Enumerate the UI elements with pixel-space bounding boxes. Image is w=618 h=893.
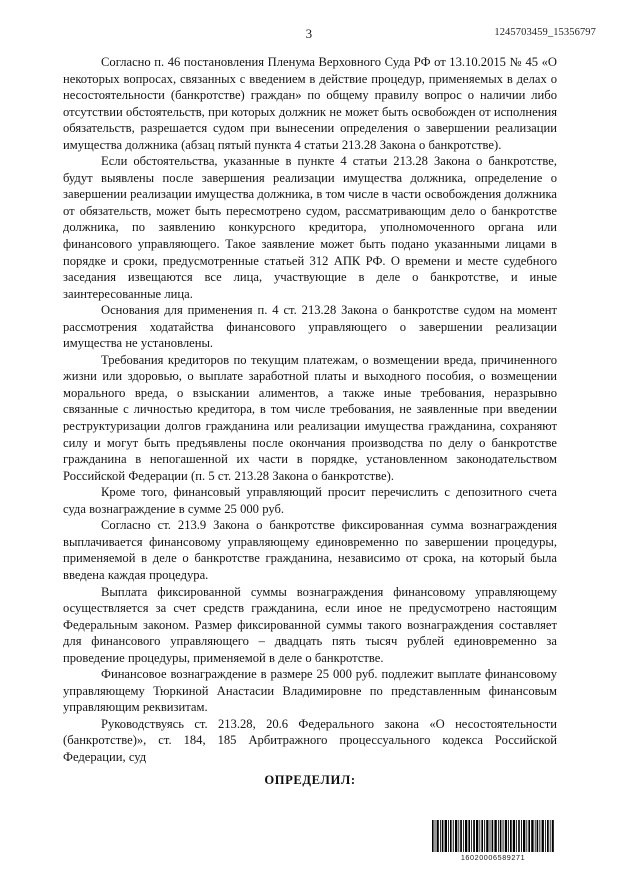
paragraph: Требования кредиторов по текущим платежам, о возмещении вреда, причиненного жизни или здоровью, о выплате заработной платы и выходного пособия, о возмещении морального вреда, о взыскании алиментов, а также иные требования, неразрывно связанные с личностью кредитора, в том числе требования, не заявленные при введении реструктуризации долгов гражданина или реализации имущества гражданина, сохраняют силу и могут быть предъявлены после окончания производства по делу о банкротстве гражданина в непогашенной их части в порядке, установленном законодательством Российской Федерации (п. 5 ст. 213.28 Закона о банкротстве). xyxy=(63,352,557,483)
ruling-heading: ОПРЕДЕЛИЛ: xyxy=(264,772,356,787)
paragraph: Согласно п. 46 постановления Пленума Верховного Суда РФ от 13.10.2015 № 45 «О некоторых вопросах, связанных с введением в действие процедур, применяемых в делах о несостоятельности (банкротстве) граждан» по общему правилу вопрос о наличии либо отсутствии обстоятельств, при которых должник не может быть освобожден от исполнения обязательств, разрешается судом при вынесении определения о завершении реализации имущества должника (абзац пятый пункта 4 статьи 213.28 Закона о банкротстве). xyxy=(63,55,557,152)
paragraph: Согласно ст. 213.9 Закона о банкротстве фиксированная сумма вознаграждения выплачивается финансовому управляющему единовременно по завершении процедуры, применяемой в деле о банкротстве гражданина, независимо от срока, на который была введена каждая процедура. xyxy=(63,518,557,582)
paragraph: Если обстоятельства, указанные в пункте 4 статьи 213.28 Закона о банкротстве, будут выявлены после завершения реализации имущества должника, определение о завершении реализации имущества должника, в том числе в части освобождения должника от обязательств, может быть пересмотрено судом, рассматривающим дело о банкротстве должника, по заявлению конкурсного кредитора, уполномоченного органа или финансового управляющего. Такое заявление может быть подано указанными лицами в порядке и сроки, предусмотренные статьей 312 АПК РФ. О времени и месте судебного заседания извещаются все лица, участвующие в деле о банкротстве, и иные заинтересованные лица. xyxy=(63,154,557,301)
page-header xyxy=(0,26,618,42)
barcode-number: 16020006589271 xyxy=(460,853,526,862)
paragraph: Выплата фиксированной суммы вознаграждения финансовому управляющему осуществляется за счет средств гражданина, если иное не предусмотрено настоящим Федеральным законом. Размер фиксированной суммы такого вознаграждения составляет для финансового управляющего – двадцать пять тысяч рублей единовременно за проведение процедуры, применяемой в деле о банкротстве. xyxy=(63,584,557,665)
document-id: 1245703459_15356797 xyxy=(494,27,596,38)
document-body xyxy=(63,54,557,789)
paragraph: Руководствуясь ст. 213.28, 20.6 Федерального закона «О несостоятельности (банкротстве)», ст. 184, 185 Арбитражного процессуального кодекса Российской Федерации, суд xyxy=(63,716,557,764)
paragraph: Финансовое вознаграждение в размере 25 000 руб. подлежит выплате финансовому управляющему Тюркиной Анастасии Владимировне по представленным финансовым управляющим реквизитам. xyxy=(63,667,557,715)
paragraph: Основания для применения п. 4 ст. 213.28 Закона о банкротстве судом на момент рассмотрения ходатайства финансового управляющего о завершении реализации имущества не установлены. xyxy=(63,303,557,351)
page-number: 3 xyxy=(305,26,313,41)
barcode-image xyxy=(431,820,555,852)
barcode xyxy=(431,820,555,862)
paragraph: Кроме того, финансовый управляющий просит перечислить с депозитного счета суда вознаграждение в сумме 25 000 руб. xyxy=(63,485,557,516)
